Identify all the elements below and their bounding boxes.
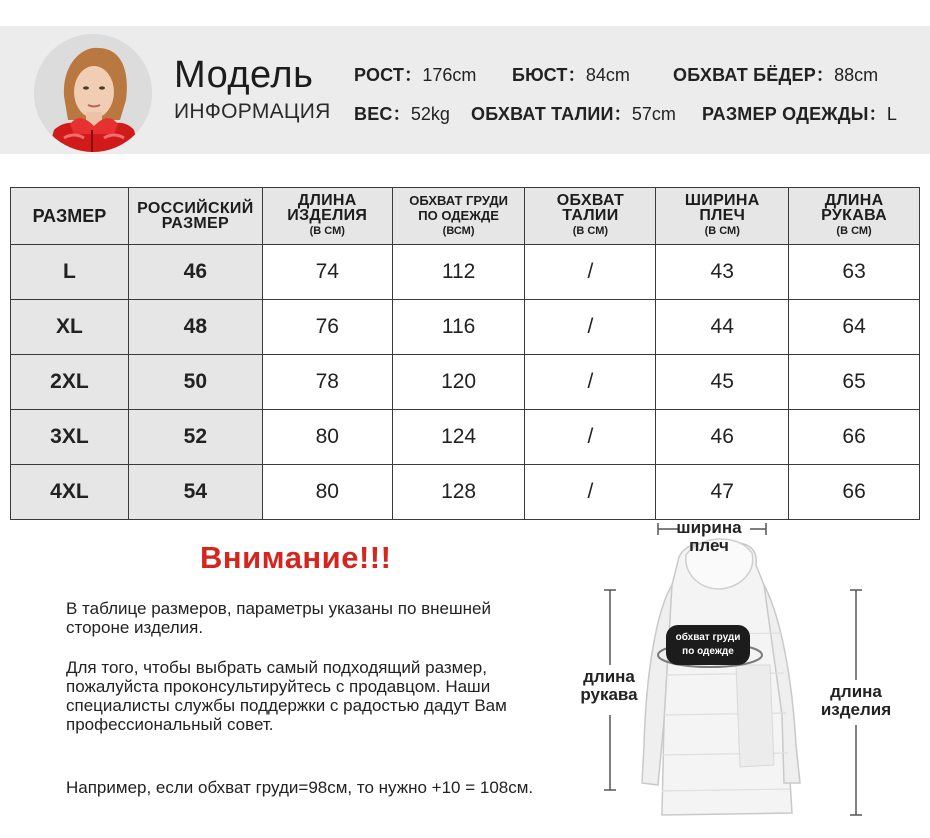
label-chest-girth-badge: обхват груди по одежде — [666, 625, 750, 665]
table-row — [11, 410, 920, 465]
stat-bust: БЮСТ：84cm — [512, 65, 630, 85]
cell-russian-size: 52 — [128, 410, 262, 465]
cell-length: 74 — [262, 245, 392, 300]
cell-waist: / — [525, 245, 656, 300]
stat-height: РОСТ：176cm — [354, 65, 477, 85]
cell-size: 2XL — [11, 355, 129, 410]
cell-length: 76 — [262, 300, 392, 355]
header-waist: ОБХВАТ ТАЛИИ (В СМ) — [525, 188, 656, 245]
model-title: Модель — [174, 54, 314, 96]
cell-waist: / — [525, 465, 656, 520]
cell-waist: / — [525, 300, 656, 355]
stat-weight: ВЕС：52kg — [354, 104, 450, 124]
cell-sleeve: 66 — [789, 410, 920, 465]
cell-shoulder: 47 — [656, 465, 789, 520]
cell-chest: 112 — [392, 245, 525, 300]
cell-sleeve: 65 — [789, 355, 920, 410]
cell-size: 3XL — [11, 410, 129, 465]
table-row — [11, 245, 920, 300]
label-garment-length: длина изделия — [820, 682, 892, 719]
notice-paragraph-1: В таблице размеров, параметры указаны по внешней стороне изделия. — [66, 599, 491, 637]
garment-measurement-diagram — [560, 515, 930, 838]
cell-size: L — [11, 245, 129, 300]
label-sleeve-length: длина рукава — [580, 667, 638, 704]
header-chest: ОБХВАТ ГРУДИ ПО ОДЕЖДЕ (ВСМ) — [392, 188, 525, 245]
cell-sleeve: 66 — [789, 465, 920, 520]
cell-length: 80 — [262, 465, 392, 520]
cell-chest: 116 — [392, 300, 525, 355]
model-subtitle: ИНФОРМАЦИЯ — [174, 100, 331, 123]
cell-chest: 124 — [392, 410, 525, 465]
cell-sleeve: 64 — [789, 300, 920, 355]
table-row — [11, 465, 920, 520]
cell-length: 78 — [262, 355, 392, 410]
cell-shoulder: 45 — [656, 355, 789, 410]
cell-russian-size: 54 — [128, 465, 262, 520]
label-shoulder-width: ширина плеч — [676, 518, 742, 555]
cell-russian-size: 50 — [128, 355, 262, 410]
table-row — [11, 300, 920, 355]
cell-shoulder: 44 — [656, 300, 789, 355]
header-length: ДЛИНА ИЗДЕЛИЯ (В СМ) — [262, 188, 392, 245]
cell-chest: 128 — [392, 465, 525, 520]
cell-waist: / — [525, 410, 656, 465]
cell-shoulder: 46 — [656, 410, 789, 465]
cell-russian-size: 48 — [128, 300, 262, 355]
cell-sleeve: 63 — [789, 245, 920, 300]
header-russian-size: РОССИЙСКИЙ РАЗМЕР — [128, 188, 262, 245]
size-table — [10, 187, 920, 520]
attention-heading: Внимание!!! — [200, 540, 392, 575]
notice-paragraph-2: Для того, чтобы выбрать самый подходящий размер, пожалуйста проконсультируйтесь с продавцом. Наши специалисты службы поддержки с радостью дадут Вам профессиональный совет. — [66, 658, 507, 734]
stat-hips: ОБХВАТ БЁДЕР：88cm — [673, 65, 879, 85]
model-avatar — [34, 34, 152, 152]
header-sleeve: ДЛИНА РУКАВА (В СМ) — [789, 188, 920, 245]
stat-waist: ОБХВАТ ТАЛИИ：57cm — [471, 104, 676, 124]
cell-chest: 120 — [392, 355, 525, 410]
size-table-header-row — [11, 188, 920, 245]
header-shoulder: ШИРИНА ПЛЕЧ (В СМ) — [656, 188, 789, 245]
cell-russian-size: 46 — [128, 245, 262, 300]
cell-waist: / — [525, 355, 656, 410]
model-portrait-icon — [34, 34, 152, 152]
cell-size: XL — [11, 300, 129, 355]
cell-length: 80 — [262, 410, 392, 465]
model-info-banner — [0, 26, 930, 154]
notice-paragraph-3: Например, если обхват груди=98см, то нужно +10 = 108см. — [66, 778, 534, 797]
header-size: РАЗМЕР — [11, 188, 129, 245]
cell-size: 4XL — [11, 465, 129, 520]
stat-clothing-size: РАЗМЕР ОДЕЖДЫ：L — [702, 104, 897, 124]
cell-shoulder: 43 — [656, 245, 789, 300]
table-row — [11, 355, 920, 410]
